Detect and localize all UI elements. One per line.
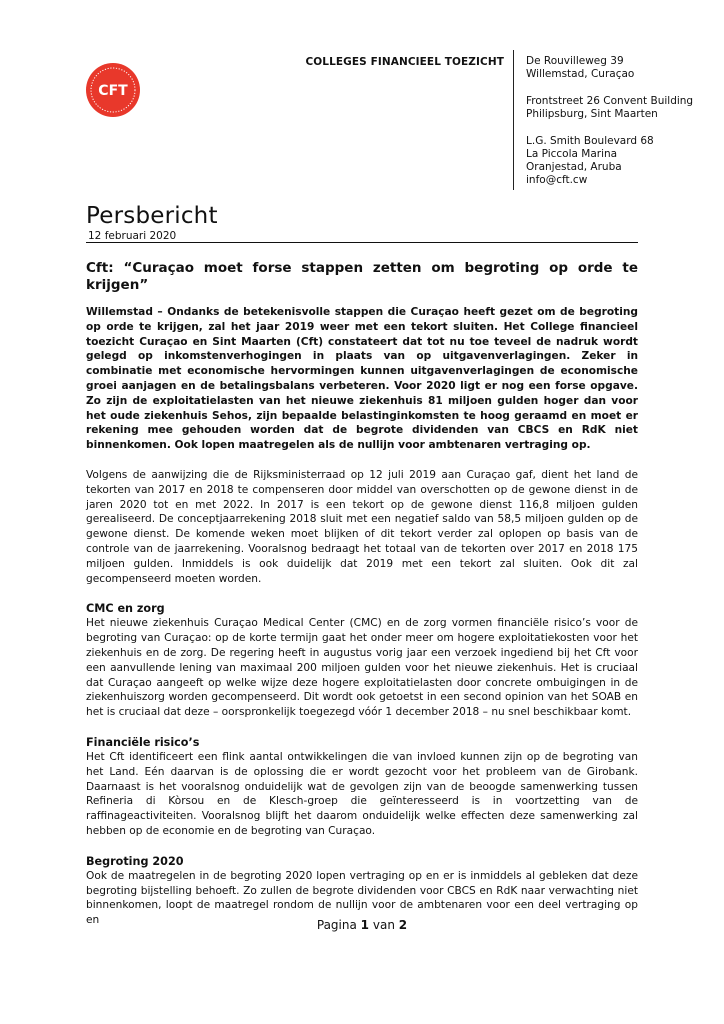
paragraph-1: Volgens de aanwijzing die de Rijksministerraad op 12 juli 2019 aan Curaçao gaf, dient het land de tekorten van 2017 en 2018 te compenseren door middel van overschotten op de gewone dienst in de jaren 2020 tot en met 2022. In 2017 is een tekort op de gewone dienst 116,8 miljoen gulden gerealiseerd. De conceptjaarrekening 2018 sluit met een negatief saldo van 58,5 miljoen gulden op de gewone dienst. De komende weken moet blijken of dit tekort verder zal oplopen op basis van de controle van de jaarrekening. Vooralsnog bedraagt het totaal van de tekorten over 2017 en 2018 175 miljoen gulden. Inmiddels is ook duidelijk dat 2019 met een tekort zal sluiten. Ook dit zal gecompenseerd moeten worden. (86, 468, 638, 585)
address-aruba-city: Oranjestad, Aruba (526, 161, 622, 173)
address-block (526, 55, 693, 187)
header-divider (513, 50, 514, 190)
heading-budget: Begroting 2020 (86, 854, 184, 868)
page-footer (0, 918, 724, 932)
footer-page-word: Pagina (316, 918, 357, 932)
footer-of-word: van (372, 918, 395, 932)
email-address[interactable]: info@cft.cw (526, 174, 588, 186)
address-aruba-street: L.G. Smith Boulevard 68 (526, 135, 654, 147)
address-curacao-city: Willemstad, Curaçao (526, 68, 635, 80)
footer-page-total: 2 (398, 918, 408, 932)
article-body (86, 305, 638, 928)
press-date: 12 februari 2020 (88, 230, 177, 242)
heading-cmc: CMC en zorg (86, 602, 165, 616)
address-sxm-city: Philipsburg, Sint Maarten (526, 108, 658, 120)
lead-paragraph: Willemstad – Ondanks de betekenisvolle stappen die Curaçao heeft gezet om de begroting op orde te krijgen, zal het jaar 2019 weer met een tekort sluiten. Het College financieel toezicht Curaçao en Sint Maarten (Cft) constateert dat tot nu toe teveel de nadruk wordt gelegd op inkomstenverhogingen in plaats van op uitgavenverlagingen. Zeker in combinatie met economische hervormingen kunnen uitgavenverlagingen de economische groei aanjagen en de betalingsbalans verbeteren. Voor 2020 ligt er nog een forse opgave. Zo zijn de exploitatielasten van het nieuwe ziekenhuis 81 miljoen gulden hoger dan voor het oude ziekenhuis Sehos, zijn bepaalde belastinginkomsten te hoog geraamd en moet er rekening mee gehouden worden dat de begrote dividenden van CBCS en RdK niet binnenkomen. Ook lopen maatregelen als de nullijn voor ambtenaren vertraging op. (86, 306, 638, 452)
logo-text: CFT (98, 83, 128, 99)
title-rule (86, 242, 638, 243)
address-sxm-street: Frontstreet 26 Convent Building (526, 95, 694, 107)
paragraph-risks: Het Cft identificeert een flink aantal ontwikkelingen die van invloed kunnen zijn op de begroting van het Land. Eén daarvan is de oplossing die er wordt gezocht voor het probleem van de Girobank. Daarnaast is het vooralsnog onduidelijk wat de gevolgen zijn van de beoogde samenwerking tussen Refineria di Kòrsou en de Klesch-groep die geïnteresseerd is in voortzetting van de raffinageactiviteiten. Vooralsnog blijft het daarom onduidelijk welke effecten deze samenwerking zal hebben op de economie en de begroting van Curaçao. (86, 750, 638, 837)
cft-logo (85, 62, 141, 118)
org-name: COLLEGES FINANCIEEL TOEZICHT (305, 56, 504, 68)
paragraph-cmc: Het nieuwe ziekenhuis Curaçao Medical Center (CMC) en de zorg vormen financiële risico’s voor de begroting van Curaçao: op de korte termijn gaat het onder meer om hogere exploitatiekosten voor het ziekenhuis en de zorg. De regering heeft in augustus vorig jaar een verzoek ingediend bij het Cft voor een aanvullende lening van maximaal 200 miljoen gulden voor het nieuwe ziekenhuis. Het is cruciaal dat Curaçao aangeeft op welke wijze deze hogere exploitatielasten door concrete ombuigingen in de ziekenhuiszorg worden gecompenseerd. Dit wordt ook getoetst in een second opinion van het SOAB en het is cruciaal dat deze – oorspronkelijk toegezegd vóór 1 december 2018 – nu snel beschikbaar komt. (86, 617, 638, 719)
address-curacao-street: De Rouvilleweg 39 (526, 55, 624, 67)
page-title: Persbericht (86, 203, 218, 229)
footer-page-current: 1 (360, 918, 370, 932)
headline: Cft: “Curaçao moet forse stappen zetten om begroting op orde te krijgen” (86, 260, 638, 293)
heading-risks: Financiële risico’s (86, 735, 200, 749)
address-aruba-building: La Piccola Marina (526, 148, 618, 160)
paragraph-budget: Ook de maatregelen in de begroting 2020 lopen vertraging op en er is inmiddels al gebleken dat deze begroting bijstelling behoeft. Zo zullen de begrote dividenden voor CBCS en RdK naar verwachting niet binnenkomen, loopt de maatregel rondom de nullijn voor de ambtenaren voor een deel vertraging op en (86, 869, 638, 927)
